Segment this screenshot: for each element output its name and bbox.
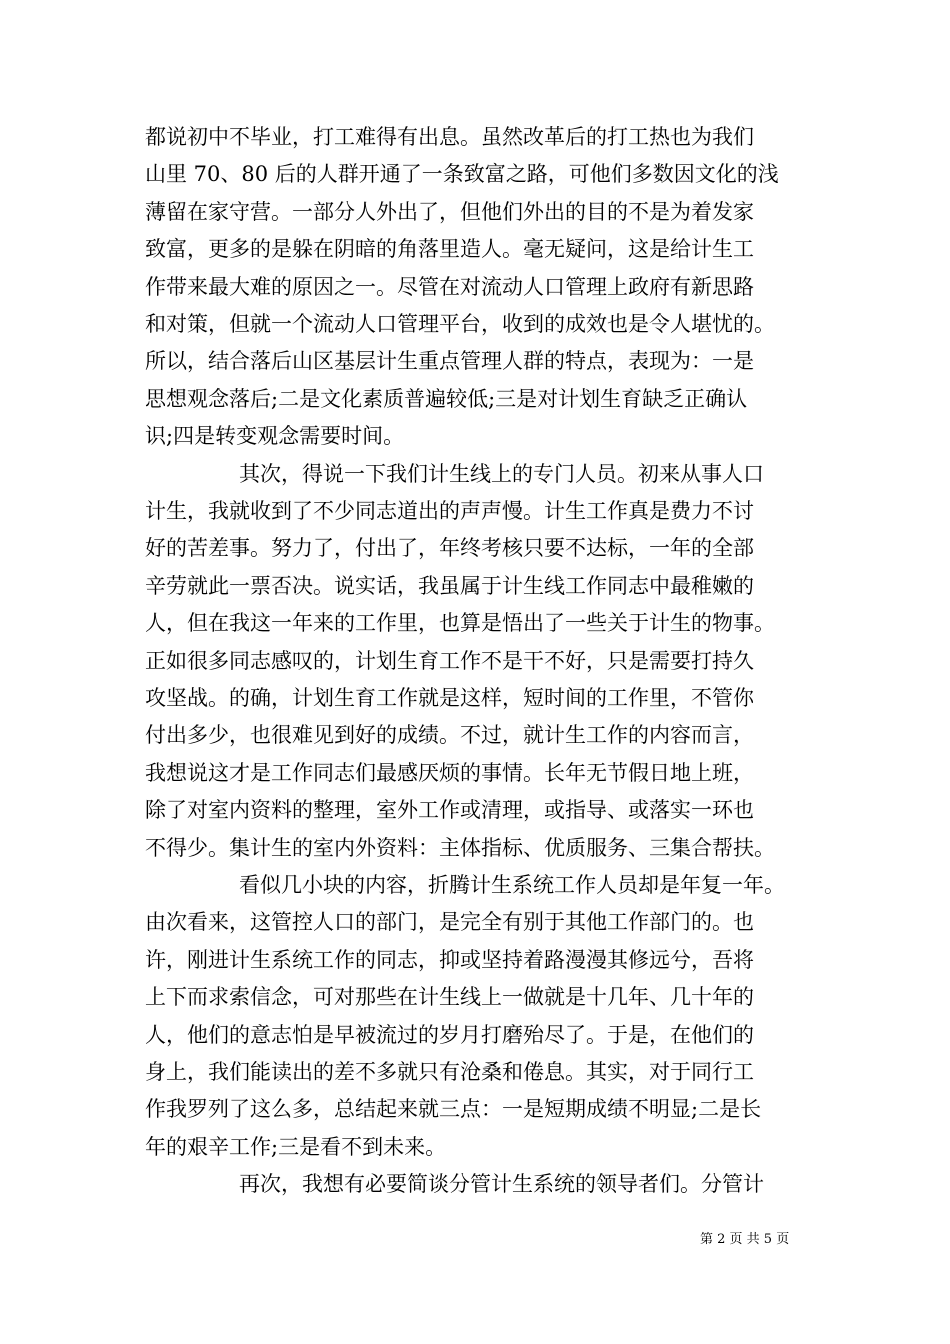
paragraph-line: 识;四是转变观念需要时间。 xyxy=(145,424,405,449)
paragraph-line: 好的苦差事。努力了，付出了，年终考核只要不达标，一年的全部 xyxy=(145,536,754,561)
paragraph-line: 许，刚进计生系统工作的同志，抑或坚持着路漫漫其修远兮，吾将 xyxy=(145,947,754,972)
paragraph-line: 上下而求索信念，可对那些在计生线上一做就是十几年、几十年的 xyxy=(145,985,754,1010)
paragraph-line: 思想观念落后;二是文化素质普遍较低;三是对计划生育缺乏正确认 xyxy=(145,386,748,411)
paragraph-line: 身上，我们能读出的差不多就只有沧桑和倦息。其实，对于同行工 xyxy=(145,1060,754,1084)
paragraph-line: 山里 70、80 后的人群开通了一条致富之路，可他们多数因文化的浅 xyxy=(145,162,779,187)
paragraph-line: 看似几小块的内容，折腾计生系统工作人员却是年复一年。 xyxy=(239,873,785,897)
paragraph-line: 正如很多同志感叹的，计划生育工作不是干不好，只是需要打持久 xyxy=(145,648,754,673)
paragraph-line: 辛劳就此一票否决。说实话，我虽属于计生线工作同志中最稚嫩的 xyxy=(145,573,754,598)
paragraph-line: 作我罗列了这么多，总结起来就三点：一是短期成绩不明显;二是长 xyxy=(145,1097,762,1122)
paragraph-line: 再次，我想有必要简谈分管计生系统的领导者们。分管计 xyxy=(239,1172,764,1197)
paragraph-line: 所以，结合落后山区基层计生重点管理人群的特点，表现为：一是 xyxy=(145,349,754,374)
paragraph-line: 其次，得说一下我们计生线上的专门人员。初来从事人口 xyxy=(239,461,764,486)
paragraph-line: 都说初中不毕业，打工难得有出息。虽然改革后的打工热也为我们 xyxy=(145,125,754,149)
paragraph-line: 除了对室内资料的整理，室外工作或清理，或指导、或落实一环也 xyxy=(145,798,754,823)
page-number: 第 2 页 共 5 页 xyxy=(700,1232,790,1247)
paragraph-line: 计生，我就收到了不少同志道出的声声慢。计生工作真是费力不讨 xyxy=(145,499,754,523)
paragraph-line: 人，他们的意志怕是早被流过的岁月打磨殆尽了。于是，在他们的 xyxy=(145,1022,754,1047)
paragraph-line: 不得少。集计生的室内外资料：主体指标、优质服务、三集合帮扶。 xyxy=(145,835,775,860)
paragraph-line: 薄留在家守营。一部分人外出了，但他们外出的目的不是为着发家 xyxy=(145,199,754,224)
paragraph-line: 作带来最大难的原因之一。尽管在对流动人口管理上政府有新思路 xyxy=(145,274,754,299)
paragraph-line: 人，但在我这一年来的工作里，也算是悟出了一些关于计生的物事。 xyxy=(145,611,775,636)
paragraph-line: 付出多少，也很难见到好的成绩。不过，就计生工作的内容而言， xyxy=(145,723,754,748)
paragraph-line: 年的艰辛工作;三是看不到未来。 xyxy=(145,1134,447,1159)
paragraph-line: 和对策，但就一个流动人口管理平台，收到的成效也是令人堪忧的。 xyxy=(145,312,775,336)
paragraph-line: 攻坚战。的确，计划生育工作就是这样，短时间的工作里，不管你 xyxy=(145,686,754,710)
paragraph-line: 致富，更多的是躲在阴暗的角落里造人。毫无疑问，这是给计生工 xyxy=(145,237,754,262)
paragraph-line: 由次看来，这管控人口的部门，是完全有别于其他工作部门的。也 xyxy=(145,910,754,935)
paragraph-line: 我想说这才是工作同志们最感厌烦的事情。长年无节假日地上班， xyxy=(145,760,754,785)
